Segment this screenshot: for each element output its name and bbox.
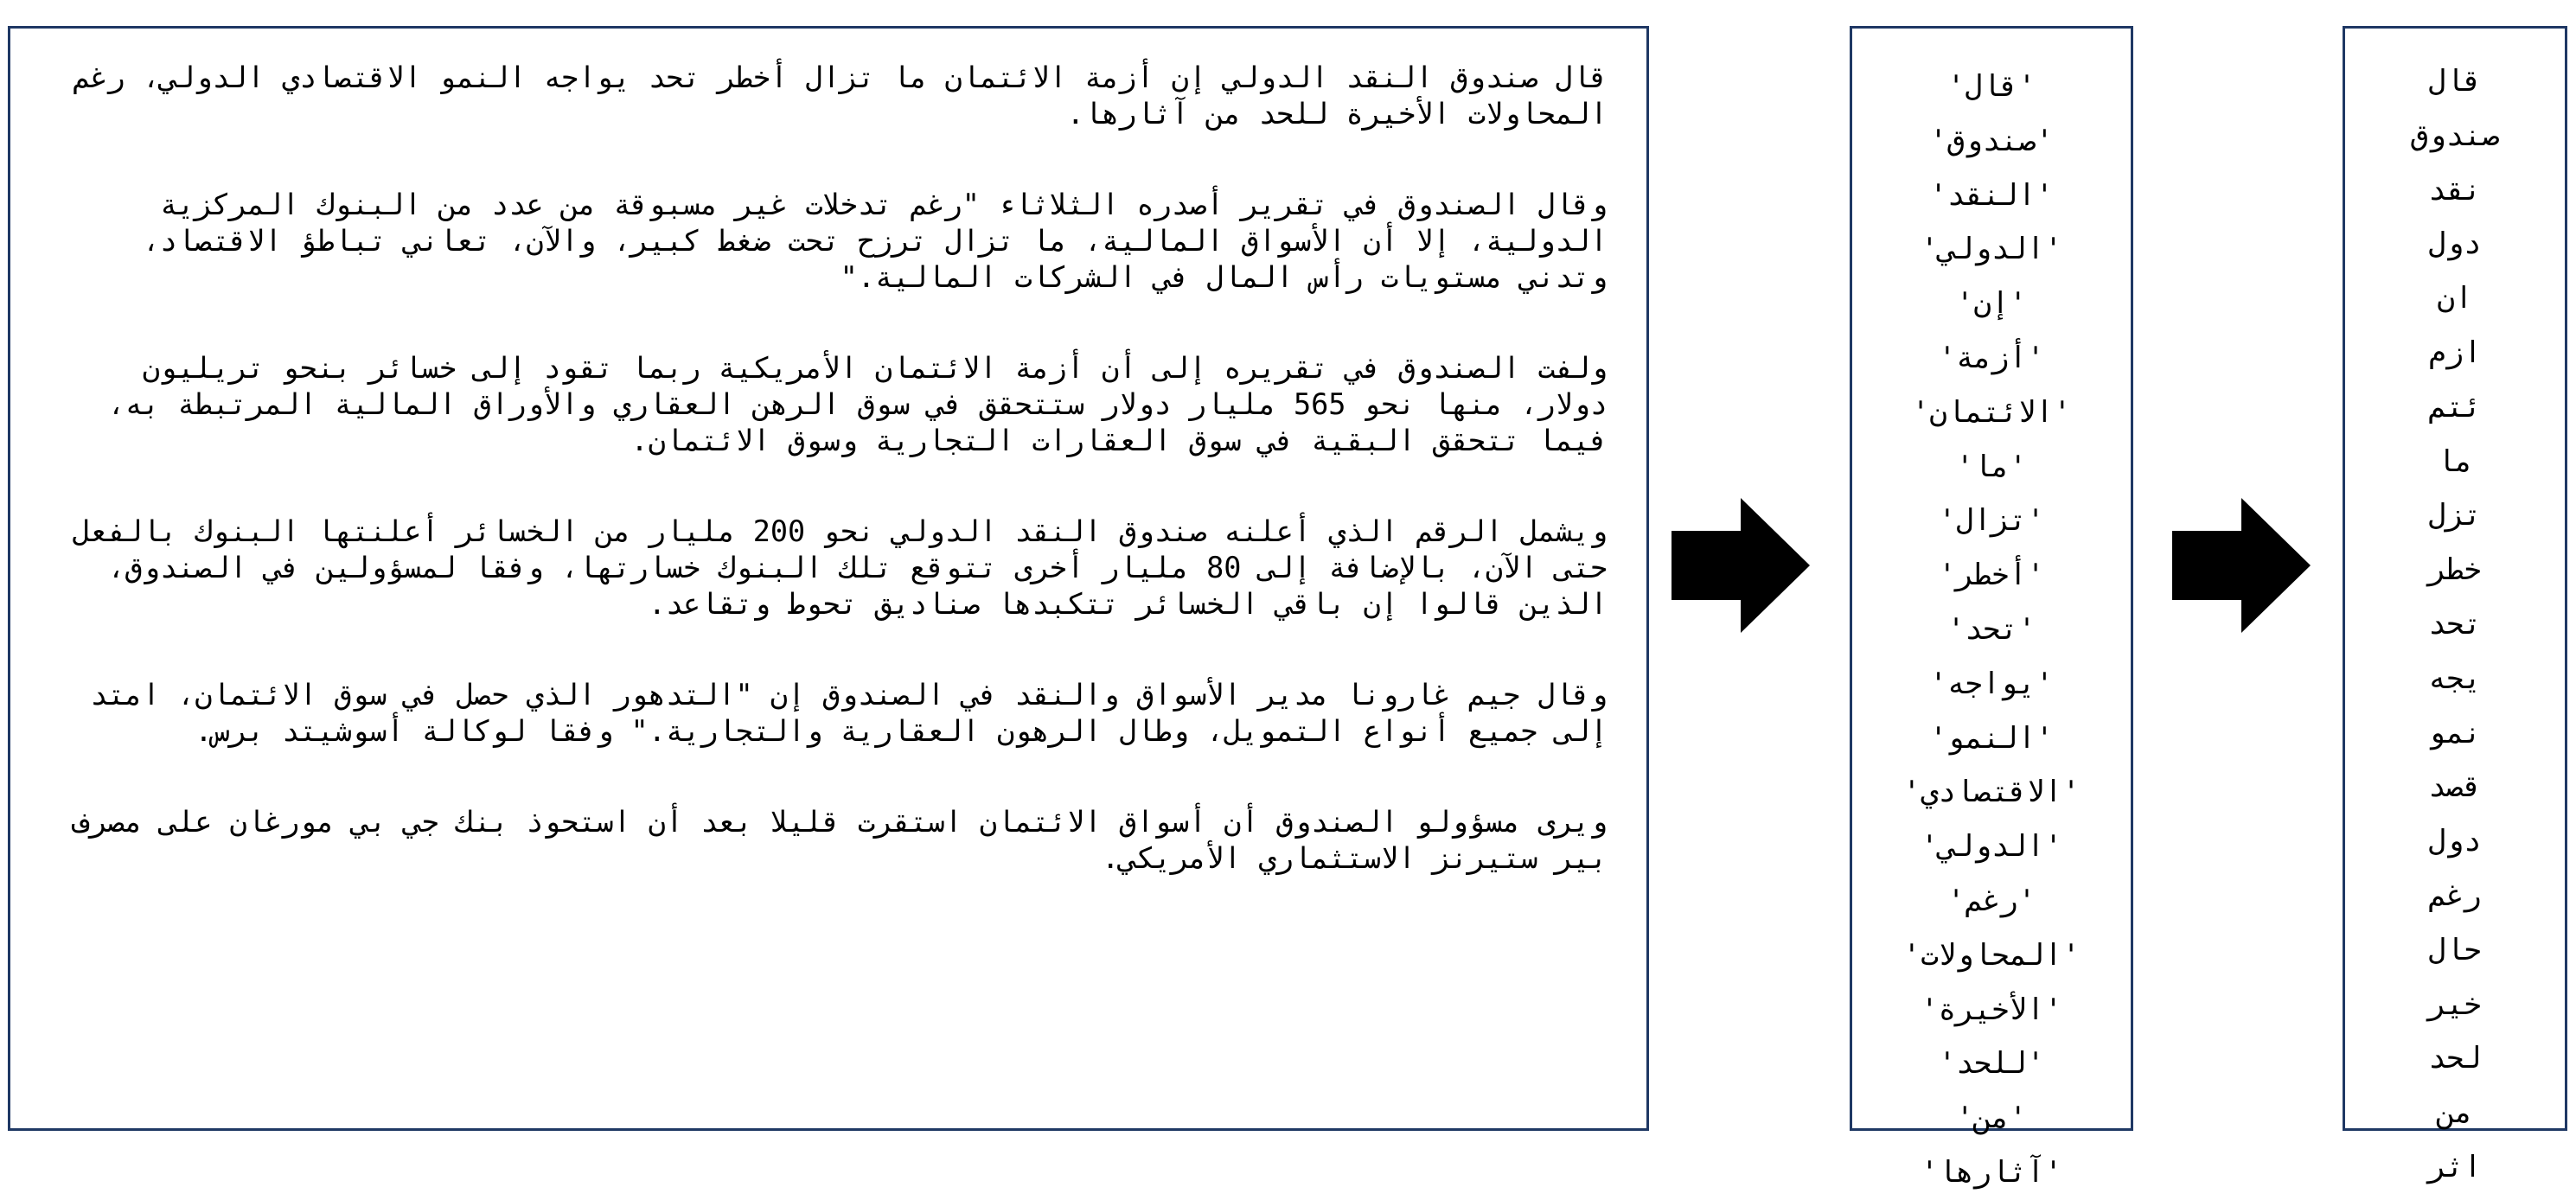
stem-item: صندوق <box>2410 118 2500 153</box>
token-item: 'النمو' <box>1929 720 2054 756</box>
stem-item: قال <box>2428 64 2482 99</box>
stem-list <box>2345 29 2565 1195</box>
token-item: 'الائتمان' <box>1911 394 2072 430</box>
article-paragraph: قال صندوق النقد الدولي إن أزمة الائتمان ما تزال أخطر تحد يواجه النمو الاقتصادي الدولي، رغم المحاولات الأخيرة للحد من آثارها. <box>73 61 1608 131</box>
token-item: 'تزال' <box>1938 503 2045 539</box>
stem-item: ما <box>2437 444 2473 479</box>
stem-item: اثر <box>2428 1149 2482 1184</box>
token-item: 'من' <box>1956 1101 2027 1136</box>
stem-item: يجه <box>2428 661 2482 696</box>
token-item: 'المحاولات' <box>1902 937 2081 973</box>
token-item: 'ما' <box>1956 449 2027 484</box>
stem-item: من <box>2437 1095 2473 1131</box>
stem-item: نمو <box>2428 715 2482 750</box>
token-item: 'أزمة' <box>1938 340 2045 375</box>
token-item: 'النقد' <box>1929 177 2054 213</box>
article-text-panel <box>8 26 1649 1131</box>
tokens-panel <box>1850 26 2133 1190</box>
stem-item: ئتم <box>2428 389 2482 424</box>
token-item: 'قال' <box>1946 69 2036 104</box>
stem-item: دول <box>2428 227 2482 262</box>
token-item: 'للحد' <box>1938 1046 2045 1082</box>
token-item: 'يواجه' <box>1929 666 2054 701</box>
stem-item: نقد <box>2428 172 2482 207</box>
article-paragraph: ولفت الصندوق في تقريره إلى أن أزمة الائتمان الأمريكية ربما تقود إلى خسائر بنحو تريليون دولار، منها نحو 565 مليار دولار ستتحقق في سوق الرهن العقاري والأوراق المالية المرتبطة به، فيما تتحقق البقية في سوق العقارات التجارية وسوق الائتمان. <box>107 351 1608 457</box>
right-arrow-icon <box>1672 498 1810 633</box>
right-arrow-icon <box>2172 498 2311 633</box>
stem-item: تحد <box>2428 606 2482 641</box>
stem-item: ان <box>2437 281 2473 316</box>
article-paragraph: ويشمل الرقم الذي أعلنه صندوق النقد الدولي نحو 200 مليار من الخسائر أعلنتها البنوك بالفعل حتى الآن، بالإضافة إلى 80 مليار أخرى تتوقع تلك البنوك خسارتها، وفقا لمسؤولين في الصندوق، الذين قالوا إن باقي الخسائر تتكبدها صناديق تحوط وتقاعد. <box>73 514 1608 621</box>
stems-panel <box>2343 26 2567 1184</box>
token-item: 'الأخيرة' <box>1921 992 2062 1027</box>
token-item: 'أخطر' <box>1938 558 2045 593</box>
token-item: 'آثارها' <box>1921 1154 2062 1190</box>
token-item: 'إن' <box>1956 286 2027 322</box>
article-paragraph: وقال جيم غارونا مدير الأسواق والنقد في الصندوق إن "التدهور الذي حصل في سوق الائتمان، امتد إلى جميع أنواع التمويل، وطال الرهون العقارية والتجارية." وفقا لوكالة أسوشيتد برس. <box>90 678 1608 748</box>
article-paragraph: وقال الصندوق في تقرير أصدره الثلاثاء "رغم تدخلات غير مسبوقة من عدد من البنوك المركزية الدولية، إلا أن الأسواق المالية، ما تزال ترزح تحت ضغط كبير، والآن، تعاني تباطؤ الاقتصاد، وتدني مستويات رأس المال في الشركات المالية." <box>142 188 1608 294</box>
token-item: 'رغم' <box>1946 883 2036 918</box>
token-item: 'صندوق' <box>1929 123 2054 158</box>
stem-item: تزل <box>2428 498 2482 533</box>
token-item: 'الاقتصادي' <box>1902 775 2081 810</box>
token-item: 'الدولي' <box>1921 232 2062 267</box>
stem-item: ازم <box>2428 335 2482 370</box>
token-list <box>1852 29 2131 1200</box>
article-paragraph: ويرى مسؤولو الصندوق أن أسواق الائتمان استقرت قليلا بعد أن استحوذ بنك جي بي مورغان على مصرف بير ستيرنز الاستثماري الأمريكي. <box>73 805 1608 875</box>
token-item: 'تحد' <box>1946 611 2036 647</box>
stem-item: خير <box>2428 986 2482 1022</box>
stem-item: حال <box>2428 932 2482 967</box>
stem-item: رغم <box>2428 878 2482 913</box>
token-item: 'الدولي' <box>1921 829 2062 865</box>
stem-item: قصد <box>2428 769 2482 805</box>
stem-item: خطر <box>2428 552 2482 588</box>
stem-item: دول <box>2428 824 2482 859</box>
stem-item: لحد <box>2428 1041 2482 1076</box>
